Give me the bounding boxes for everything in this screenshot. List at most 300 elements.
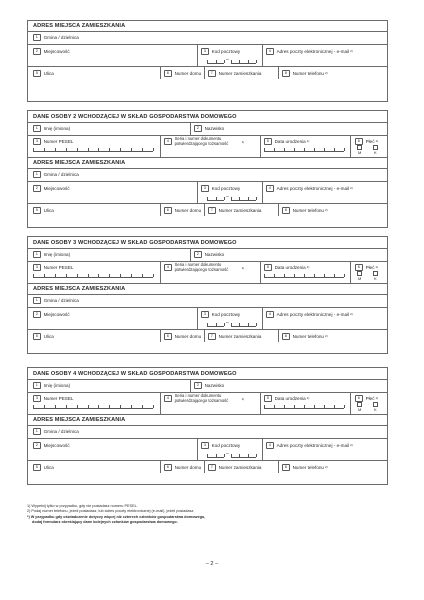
- person-3-pesel-input-tick: [131, 274, 132, 277]
- person-3-vdivider: [160, 261, 161, 283]
- address-1-nrdomu-field[interactable]: [164, 70, 201, 77]
- person-2-telefon-field-label: Numer telefonu: [292, 207, 324, 213]
- person-4-birthdate-input-tick: [264, 405, 265, 408]
- person-2-kod-field-label: Kod pocztowy: [211, 185, 241, 191]
- person-2-pesel-field-number: 3: [33, 138, 41, 145]
- address-1-nrdomu-field-number: 6: [164, 70, 172, 77]
- address-1-ulica-field-number: 5: [33, 70, 41, 77]
- person-4-nrlokalu-field-label: Numer zamieszkania: [218, 464, 262, 470]
- person-3-kod-field-number: 3: [201, 311, 209, 318]
- address-1-kod-field-label: Kod pocztowy: [211, 48, 241, 54]
- person-2-nrdomu-field-number: 6: [164, 207, 172, 214]
- person-2-postal-code-input-part1-tick: [207, 197, 208, 200]
- address-1-postal-code-input-part2-tick: [239, 60, 240, 63]
- person-4-pesel-input-tick: [66, 405, 67, 408]
- person-2-pesel-input-tick: [142, 148, 143, 151]
- person-3-imie-field-label: Imię (imiona): [43, 251, 71, 257]
- person-2-pesel-input-tick: [77, 148, 78, 151]
- person-4-plec-field-footnote-ref: 1): [375, 396, 379, 401]
- address-1-address-title-divider: [27, 31, 388, 32]
- person-2-nrlokalu-field[interactable]: [208, 207, 261, 214]
- person-4-vdivider: [260, 392, 261, 414]
- person-3-dokument-field-label: Seria i numer dokumentu potwierdzającego tożsamość: [174, 262, 229, 272]
- person-2-data-field-label: Data urodzenia: [274, 138, 306, 144]
- person-2-address-vdivider: [262, 181, 263, 203]
- person-2-miejscowosc-field[interactable]: [33, 185, 70, 192]
- person-2-imie-field-label: Imię (imiona): [43, 125, 71, 131]
- person-3-postal-code-input-dash: –: [226, 320, 229, 326]
- person-4-pesel-input-tick: [33, 405, 34, 408]
- person-2-pesel-input-tick: [66, 148, 67, 151]
- person-4-nrdomu-field[interactable]: [164, 464, 201, 471]
- person-3-pesel-input-tick: [109, 274, 110, 277]
- person-3-gmina-field-label: Gmina / dzielnica: [43, 297, 79, 303]
- person-2-nazwisko-field-label: Nazwisko: [204, 125, 225, 131]
- person-2-telefon-field-footnote-ref: 2): [325, 208, 328, 213]
- person-3-nrlokalu-field-number: 7: [208, 333, 216, 340]
- person-4-pesel-input-tick: [77, 405, 78, 408]
- person-3-telefon-field[interactable]: [282, 333, 328, 340]
- person-3-plec-field-footnote-ref: 1): [375, 265, 379, 270]
- person-4-miejscowosc-field-number: 2: [33, 442, 41, 449]
- person-3-title: DANE OSOBY 3 WCHODZĄCEJ W SKŁAD GOSPODARSTWA DOMOWEGO: [33, 240, 237, 246]
- person-4-postal-code-input-part1-tick: [207, 454, 208, 457]
- person-3-telefon-field-number: 8: [282, 333, 290, 340]
- person-3-email-field[interactable]: [266, 311, 353, 318]
- person-2-kod-field[interactable]: [201, 185, 240, 192]
- person-4-email-field-footnote-ref: 2): [350, 443, 353, 448]
- person-2-nrlokalu-field-label: Numer zamieszkania: [218, 207, 262, 213]
- person-4-email-field[interactable]: [266, 442, 353, 449]
- person-3-nazwisko-field-number: 2: [194, 251, 202, 258]
- person-2-pesel-input-tick: [120, 148, 121, 151]
- person-4-postal-code-input-part1-tick: [216, 454, 217, 457]
- person-3-ulica-field-number: 5: [33, 333, 41, 340]
- person-2-email-field-number: 4: [266, 185, 274, 192]
- address-1-telefon-field[interactable]: [282, 70, 328, 77]
- person-3-row-divider: [27, 283, 388, 284]
- person-3-gmina-field[interactable]: [33, 297, 79, 304]
- footnote-f1: 1) Wypełnij tylko w przypadku, gdy nie posiadasz numeru PESEL.: [27, 504, 138, 508]
- person-4-address-vdivider: [197, 438, 198, 460]
- address-1-postal-code-input-part2-tick: [248, 60, 249, 63]
- person-4-pesel-input-tick: [120, 405, 121, 408]
- person-2-pesel-field[interactable]: [33, 138, 73, 145]
- address-1-telefon-field-label: Numer telefonu: [292, 70, 324, 76]
- person-3-data-field[interactable]: [264, 264, 309, 271]
- person-3-miejscowosc-field-label: Miejscowość: [43, 311, 70, 317]
- person-3-address-vdivider: [160, 329, 161, 342]
- person-2-birthdate-input-tick: [274, 148, 275, 151]
- person-4-ulica-field-label: Ulica: [43, 464, 54, 470]
- address-1-email-field[interactable]: [266, 48, 353, 55]
- address-1-telefon-field-number: 8: [282, 70, 290, 77]
- person-4-imie-field[interactable]: [33, 382, 70, 389]
- address-1-telefon-field-footnote-ref: 2): [325, 71, 328, 76]
- person-4-gmina-field[interactable]: [33, 428, 79, 435]
- person-3-title-divider: [27, 248, 388, 249]
- person-4-birthdate-input-tick: [304, 405, 305, 408]
- person-2-address-vdivider: [204, 203, 205, 216]
- person-4-nazwisko-field[interactable]: [194, 382, 224, 389]
- person-4-pesel-input-tick: [98, 405, 99, 408]
- person-2-plec-field[interactable]: [355, 138, 378, 145]
- person-2-title-divider: [27, 122, 388, 123]
- person-4-nrlokalu-field[interactable]: [208, 464, 261, 471]
- person-4-pesel-input-tick: [142, 405, 143, 408]
- address-1-address-vdivider: [160, 66, 161, 79]
- person-4-kod-field-number: 3: [201, 442, 209, 449]
- person-2-telefon-field-number: 8: [282, 207, 290, 214]
- person-4-dokument-field[interactable]: [164, 394, 244, 403]
- person-4-email-field-label: Adres poczty elektronicznej - e-mail: [276, 442, 350, 448]
- person-2-pesel-input-tick: [153, 148, 154, 151]
- person-3-postal-code-input-part2-tick: [239, 323, 240, 326]
- person-2-sex-m-label: M: [358, 150, 362, 155]
- person-3-vdivider: [350, 261, 351, 283]
- address-1-address-vdivider: [278, 66, 279, 79]
- address-1-postal-code-input-dash: –: [226, 57, 229, 63]
- person-3-birthdate-input-tick: [314, 274, 315, 277]
- address-1-postal-code-input-part1-tick: [224, 60, 225, 63]
- person-3-address-title-divider: [27, 294, 388, 295]
- person-3-imie-field-number: 1: [33, 251, 41, 258]
- person-3-dokument-field-footnote-ref: 1): [241, 265, 245, 270]
- person-2-birthdate-input-tick: [324, 148, 325, 151]
- address-1-nrlokalu-field-label: Numer zamieszkania: [218, 70, 262, 76]
- person-2-birthdate-input-tick: [294, 148, 295, 151]
- person-4-nazwisko-field-label: Nazwisko: [204, 382, 225, 388]
- person-4-gmina-field-label: Gmina / dzielnica: [43, 428, 79, 434]
- person-2-postal-code-input-part1-tick: [224, 197, 225, 200]
- person-3-gmina-field-number: 1: [33, 297, 41, 304]
- person-3-pesel-input-tick: [120, 274, 121, 277]
- person-4-postal-code-input-part2-tick: [248, 454, 249, 457]
- person-3-pesel-input-tick: [142, 274, 143, 277]
- person-2-address-row-divider: [27, 203, 388, 204]
- person-2-gmina-field[interactable]: [33, 171, 79, 178]
- person-4-imie-field-number: 1: [33, 382, 41, 389]
- person-2-postal-code-input-part2-tick: [239, 197, 240, 200]
- person-3-birthdate-input[interactable]: [264, 273, 344, 278]
- person-3-pesel-input-tick: [153, 274, 154, 277]
- person-4-nrdomu-field-label: Numer domu: [174, 464, 202, 470]
- person-4-gmina-field-number: 1: [33, 428, 41, 435]
- person-3-birthdate-input-tick: [344, 274, 345, 277]
- person-2-pesel-input-tick: [98, 148, 99, 151]
- person-2-postal-code-input-part2[interactable]: [231, 196, 256, 201]
- address-1-kod-field-number: 3: [201, 48, 209, 55]
- person-4-birthdate-input-tick: [314, 405, 315, 408]
- person-2-pesel-input[interactable]: [33, 147, 153, 152]
- person-3-miejscowosc-field-number: 2: [33, 311, 41, 318]
- person-3-postal-code-input-part2[interactable]: [231, 322, 256, 327]
- person-4-row-divider: [27, 414, 388, 415]
- person-3-address-vdivider: [197, 307, 198, 329]
- person-2-plec-field-footnote-ref: 1): [375, 139, 379, 144]
- address-1-gmina-field[interactable]: [33, 34, 79, 41]
- person-4-kod-field[interactable]: [201, 442, 240, 449]
- person-3-postal-code-input-part1-tick: [216, 323, 217, 326]
- person-2-postal-code-input-dash: –: [226, 194, 229, 200]
- person-2-imie-field[interactable]: [33, 125, 70, 132]
- address-1-miejscowosc-field-number: 2: [33, 48, 41, 55]
- person-2-plec-field-number: 6: [355, 138, 363, 145]
- person-4-address-row-divider: [27, 438, 388, 439]
- person-2-row-divider: [27, 157, 388, 158]
- person-3-birthdate-input-tick: [294, 274, 295, 277]
- person-3-postal-code-input-part1[interactable]: [207, 322, 224, 327]
- person-4-ulica-field[interactable]: [33, 464, 54, 471]
- address-1-ulica-field[interactable]: [33, 70, 54, 77]
- address-1-nrlokalu-field-number: 7: [208, 70, 216, 77]
- person-3-email-field-number: 4: [266, 311, 274, 318]
- person-4-telefon-field-footnote-ref: 2): [325, 465, 328, 470]
- person-4-ulica-field-number: 5: [33, 464, 41, 471]
- person-2-vdivider: [350, 135, 351, 157]
- person-4-dokument-field-footnote-ref: 1): [241, 396, 245, 401]
- person-3-telefon-field-label: Numer telefonu: [292, 333, 324, 339]
- person-3-sex-k-label: K: [374, 276, 377, 281]
- person-3-pesel-input[interactable]: [33, 273, 153, 278]
- person-4-postal-code-input-dash: –: [226, 451, 229, 457]
- person-4-data-field-number: 5: [264, 395, 272, 402]
- person-4-plec-field[interactable]: [355, 395, 378, 402]
- person-2-address-title: ADRES MIEJSCA ZAMIESZKANIA: [33, 160, 126, 166]
- person-3-pesel-field-label: Numer PESEL: [43, 264, 74, 270]
- person-4-address-title: ADRES MIEJSCA ZAMIESZKANIA: [33, 417, 126, 423]
- address-1-address-vdivider: [204, 66, 205, 79]
- person-3-email-field-footnote-ref: 2): [350, 312, 353, 317]
- address-1-email-field-number: 4: [266, 48, 274, 55]
- address-1-email-field-label: Adres poczty elektronicznej - e-mail: [276, 48, 350, 54]
- address-1-postal-code-input-part1-tick: [207, 60, 208, 63]
- person-2-address-vdivider: [197, 181, 198, 203]
- person-4-telefon-field[interactable]: [282, 464, 328, 471]
- address-1-postal-code-input-part2-tick: [231, 60, 232, 63]
- address-1-address-vdivider: [262, 44, 263, 66]
- person-2-pesel-input-tick: [44, 148, 45, 151]
- person-3-nrdomu-field[interactable]: [164, 333, 201, 340]
- person-4-pesel-input-tick: [109, 405, 110, 408]
- person-2-pesel-input-tick: [131, 148, 132, 151]
- person-2-data-field-footnote-ref: 1): [306, 139, 310, 144]
- person-2-pesel-input-tick: [88, 148, 89, 151]
- person-4-pesel-input[interactable]: [33, 404, 153, 409]
- address-1-address-row-divider: [27, 44, 388, 45]
- person-3-nrdomu-field-label: Numer domu: [174, 333, 202, 339]
- address-1-address-vdivider: [197, 44, 198, 66]
- person-4-vdivider: [190, 379, 191, 392]
- person-2-dokument-field[interactable]: [164, 137, 244, 146]
- person-3-birthdate-input-tick: [284, 274, 285, 277]
- person-2-nazwisko-field[interactable]: [194, 125, 224, 132]
- person-2-plec-field-label: Płeć: [365, 138, 375, 144]
- person-3-pesel-input-tick: [88, 274, 89, 277]
- person-3-plec-field-number: 6: [355, 264, 363, 271]
- address-1-gmina-field-number: 1: [33, 34, 41, 41]
- person-4-data-field[interactable]: [264, 395, 309, 402]
- person-2-email-field[interactable]: [266, 185, 353, 192]
- person-3-plec-field[interactable]: [355, 264, 378, 271]
- person-2-imie-field-number: 1: [33, 125, 41, 132]
- person-3-nrlokalu-field-label: Numer zamieszkania: [218, 333, 262, 339]
- person-4-pesel-input-tick: [55, 405, 56, 408]
- person-4-dokument-field-number: 4: [164, 395, 172, 402]
- person-4-title: DANE OSOBY 4 WCHODZĄCEJ W SKŁAD GOSPODARSTWA DOMOWEGO: [33, 371, 237, 377]
- person-3-pesel-input-tick: [33, 274, 34, 277]
- person-2-email-field-footnote-ref: 2): [350, 186, 353, 191]
- person-2-title: DANE OSOBY 2 WCHODZĄCEJ W SKŁAD GOSPODARSTWA DOMOWEGO: [33, 114, 237, 120]
- person-4-miejscowosc-field[interactable]: [33, 442, 70, 449]
- person-4-address-vdivider: [204, 460, 205, 473]
- person-3-ulica-field-label: Ulica: [43, 333, 54, 339]
- person-4-birthdate-input[interactable]: [264, 404, 344, 409]
- person-2-birthdate-input-tick: [284, 148, 285, 151]
- person-2-nrdomu-field[interactable]: [164, 207, 201, 214]
- person-3-pesel-input-tick: [55, 274, 56, 277]
- person-3-data-field-number: 5: [264, 264, 272, 271]
- person-3-kod-field[interactable]: [201, 311, 240, 318]
- address-1-ulica-field-label: Ulica: [43, 70, 54, 76]
- person-2-email-field-label: Adres poczty elektronicznej - e-mail: [276, 185, 350, 191]
- address-1-postal-code-input-part1[interactable]: [207, 59, 224, 64]
- person-4-nazwisko-field-number: 2: [194, 382, 202, 389]
- person-3-imie-field[interactable]: [33, 251, 70, 258]
- person-3-address-vdivider: [204, 329, 205, 342]
- person-4-kod-field-label: Kod pocztowy: [211, 442, 241, 448]
- person-4-data-field-footnote-ref: 1): [306, 396, 310, 401]
- address-1-miejscowosc-field[interactable]: [33, 48, 70, 55]
- person-2-data-field-number: 5: [264, 138, 272, 145]
- person-2-miejscowosc-field-label: Miejscowość: [43, 185, 70, 191]
- address-1-address-title: ADRES MIEJSCA ZAMIESZKANIA: [33, 23, 126, 29]
- person-4-postal-code-input-part1[interactable]: [207, 453, 224, 458]
- person-2-address-row-divider: [27, 181, 388, 182]
- address-1-postal-code-input-part2[interactable]: [231, 59, 256, 64]
- person-3-birthdate-input-tick: [274, 274, 275, 277]
- person-2-dokument-field-footnote-ref: 1): [241, 139, 245, 144]
- person-4-pesel-input-tick: [153, 405, 154, 408]
- person-3-birthdate-input-tick: [324, 274, 325, 277]
- person-2-ulica-field-number: 5: [33, 207, 41, 214]
- person-2-birthdate-input-tick: [304, 148, 305, 151]
- person-2-ulica-field[interactable]: [33, 207, 54, 214]
- person-2-pesel-input-tick: [33, 148, 34, 151]
- person-4-plec-field-label: Płeć: [365, 395, 375, 401]
- person-4-postal-code-input-part1-tick: [224, 454, 225, 457]
- person-3-nrlokalu-field[interactable]: [208, 333, 261, 340]
- person-4-nrlokalu-field-number: 7: [208, 464, 216, 471]
- address-1-nrlokalu-field[interactable]: [208, 70, 261, 77]
- person-4-pesel-field-label: Numer PESEL: [43, 395, 74, 401]
- person-3-pesel-field[interactable]: [33, 264, 73, 271]
- person-4-plec-field-number: 6: [355, 395, 363, 402]
- person-4-pesel-input-tick: [131, 405, 132, 408]
- person-3-birthdate-input-tick: [334, 274, 335, 277]
- person-2-birthdate-input-tick: [314, 148, 315, 151]
- person-4-postal-code-input-part2[interactable]: [231, 453, 256, 458]
- person-3-address-row-divider: [27, 307, 388, 308]
- person-4-address-title-divider: [27, 425, 388, 426]
- person-3-address-vdivider: [262, 307, 263, 329]
- person-3-birthdate-input-tick: [264, 274, 265, 277]
- person-3-data-field-label: Data urodzenia: [274, 264, 306, 270]
- person-2-vdivider: [160, 135, 161, 157]
- person-4-postal-code-input-part2-tick: [256, 454, 257, 457]
- person-3-address-vdivider: [278, 329, 279, 342]
- person-4-address-row-divider: [27, 460, 388, 461]
- person-2-postal-code-input-part1-tick: [216, 197, 217, 200]
- person-4-vdivider: [350, 392, 351, 414]
- person-4-postal-code-input-part2-tick: [231, 454, 232, 457]
- person-4-telefon-field-number: 8: [282, 464, 290, 471]
- person-3-pesel-input-tick: [66, 274, 67, 277]
- person-4-email-field-number: 4: [266, 442, 274, 449]
- person-2-dokument-field-number: 4: [164, 138, 172, 145]
- person-2-gmina-field-number: 1: [33, 171, 41, 178]
- person-2-ulica-field-label: Ulica: [43, 207, 54, 213]
- person-4-sex-k-label: K: [374, 407, 377, 412]
- person-2-nazwisko-field-number: 2: [194, 125, 202, 132]
- person-2-birthdate-input-tick: [334, 148, 335, 151]
- person-3-vdivider: [260, 261, 261, 283]
- address-1-postal-code-input-part1-tick: [216, 60, 217, 63]
- person-2-nrlokalu-field-number: 7: [208, 207, 216, 214]
- person-2-birthdate-input-tick: [344, 148, 345, 151]
- person-4-telefon-field-label: Numer telefonu: [292, 464, 324, 470]
- person-2-birthdate-input[interactable]: [264, 147, 344, 152]
- person-2-address-vdivider: [278, 203, 279, 216]
- person-4-pesel-field-number: 3: [33, 395, 41, 402]
- address-1-nrdomu-field-label: Numer domu: [174, 70, 202, 76]
- person-2-pesel-input-tick: [55, 148, 56, 151]
- person-3-dokument-field[interactable]: [164, 263, 244, 272]
- person-4-imie-field-label: Imię (imiona): [43, 382, 71, 388]
- person-3-nazwisko-field-label: Nazwisko: [204, 251, 225, 257]
- person-4-birthdate-input-tick: [284, 405, 285, 408]
- person-2-nrdomu-field-label: Numer domu: [174, 207, 202, 213]
- person-4-pesel-input-tick: [88, 405, 89, 408]
- person-4-vdivider: [160, 392, 161, 414]
- person-4-sex-m-label: M: [358, 407, 362, 412]
- footnote-f3b: dodaj formularz określający dane kolejnych członków gospodarstwa domowego.: [32, 520, 178, 525]
- person-4-title-divider: [27, 379, 388, 380]
- person-2-postal-code-input-part2-tick: [231, 197, 232, 200]
- person-2-telefon-field[interactable]: [282, 207, 328, 214]
- person-3-postal-code-input-part1-tick: [224, 323, 225, 326]
- person-4-birthdate-input-tick: [344, 405, 345, 408]
- person-3-nazwisko-field[interactable]: [194, 251, 224, 258]
- person-3-pesel-input-tick: [98, 274, 99, 277]
- person-2-birthdate-input-tick: [264, 148, 265, 151]
- person-3-ulica-field[interactable]: [33, 333, 54, 340]
- person-2-pesel-input-tick: [109, 148, 110, 151]
- person-4-postal-code-input-part2-tick: [239, 454, 240, 457]
- person-2-data-field[interactable]: [264, 138, 309, 145]
- person-3-postal-code-input-part1-tick: [207, 323, 208, 326]
- person-3-data-field-footnote-ref: 1): [306, 265, 310, 270]
- person-3-miejscowosc-field[interactable]: [33, 311, 70, 318]
- person-4-pesel-field[interactable]: [33, 395, 73, 402]
- person-2-postal-code-input-part1[interactable]: [207, 196, 224, 201]
- person-3-pesel-input-tick: [44, 274, 45, 277]
- address-1-kod-field[interactable]: [201, 48, 240, 55]
- person-3-pesel-field-number: 3: [33, 264, 41, 271]
- person-3-sex-m-label: M: [358, 276, 362, 281]
- address-1-address-row-divider: [27, 66, 388, 67]
- person-2-pesel-field-label: Numer PESEL: [43, 138, 74, 144]
